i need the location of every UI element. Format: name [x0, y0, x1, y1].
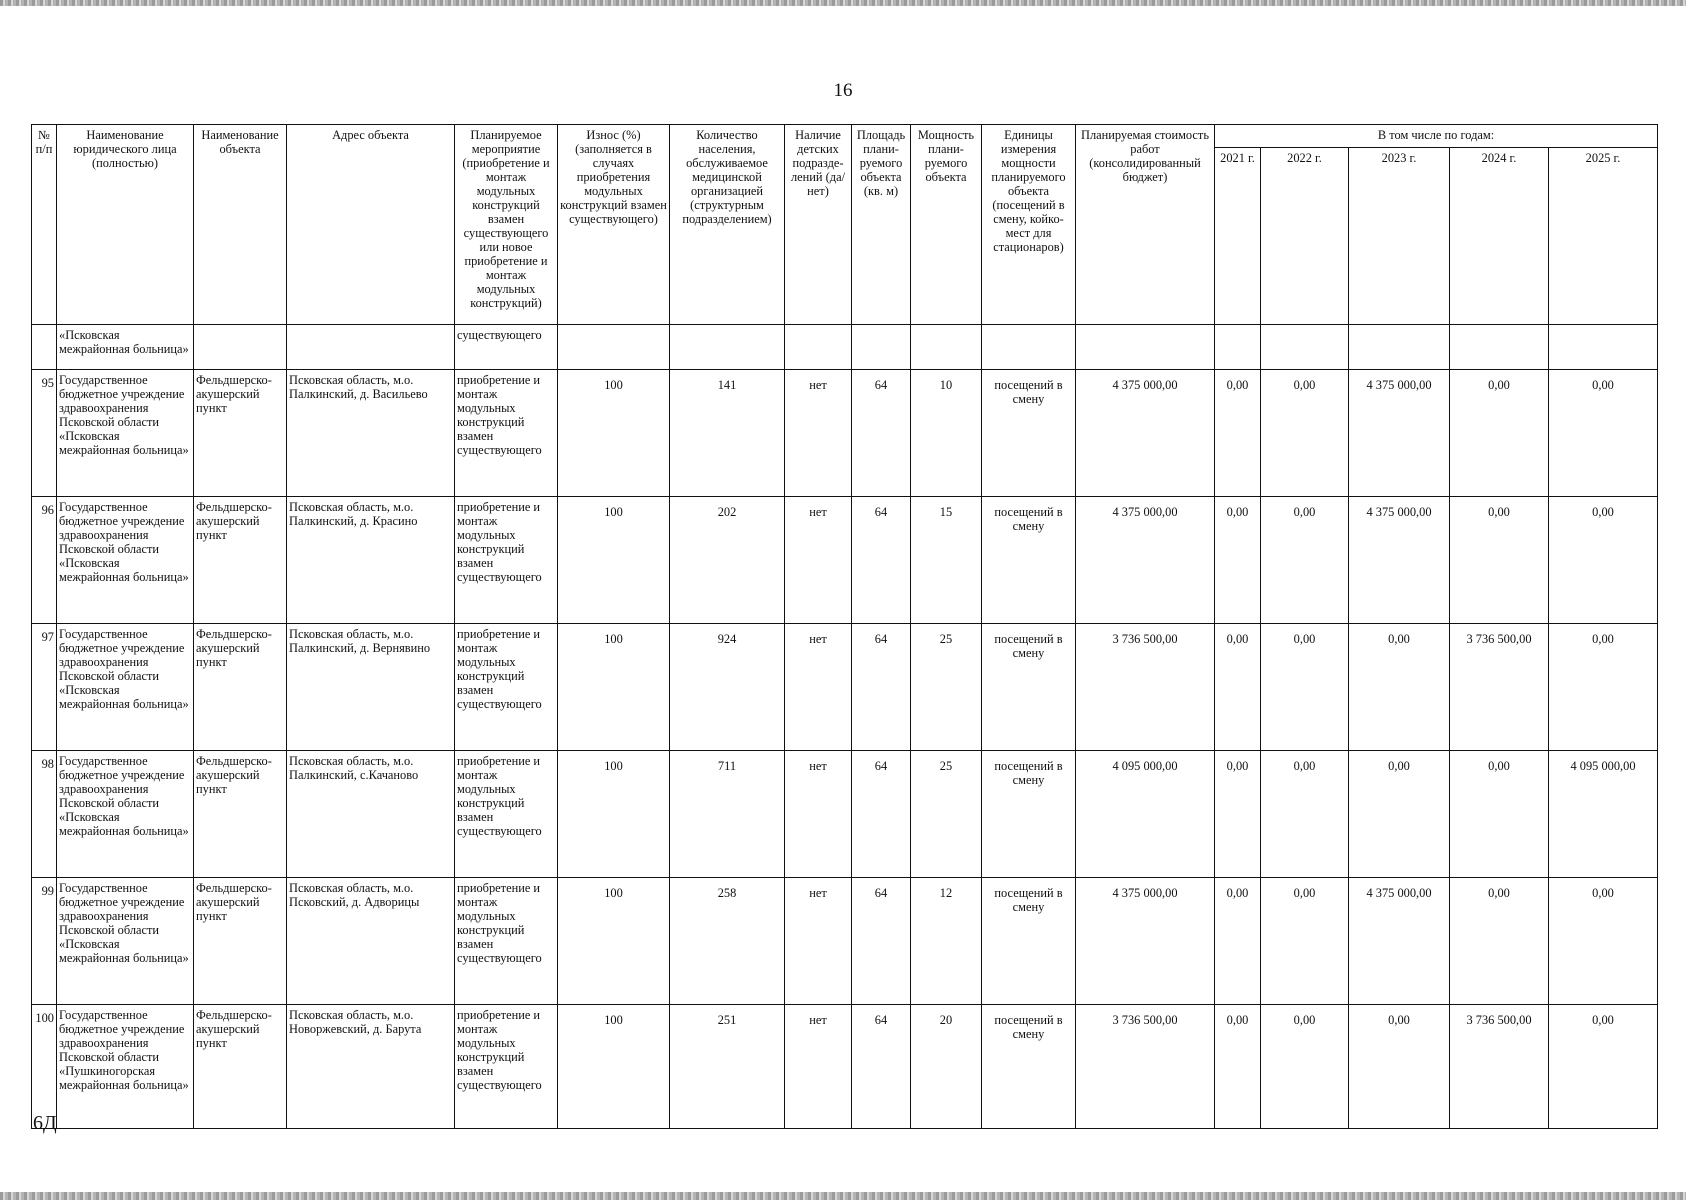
cell-children: нет	[785, 751, 852, 878]
cell-planned-action: приобретение и монтаж модульных конструкций взамен существующего	[455, 878, 558, 1005]
cell-capacity: 10	[911, 370, 982, 497]
table-row	[32, 878, 1658, 1005]
cell-2022: 0,00	[1261, 370, 1349, 497]
cell-object-name: Фельдшерско-акушерский пункт	[194, 878, 287, 1005]
cell-wear: 100	[558, 1005, 670, 1129]
scan-edge-bottom	[0, 1192, 1686, 1200]
cell-address: Псковская область, м.о. Палкинский, д. Васильево	[287, 370, 455, 497]
cell-population: 141	[670, 370, 785, 497]
header-wear: Износ (%) (заполняется в случаях приобретения модульных конструкций взамен существующего)	[558, 125, 670, 325]
cell-num: 98	[32, 751, 57, 878]
cell-2023: 4 375 000,00	[1349, 497, 1450, 624]
table-row	[32, 624, 1658, 751]
cell-2025: 0,00	[1549, 624, 1658, 751]
cell-units: посещений в смену	[982, 497, 1076, 624]
cell-2022: 0,00	[1261, 624, 1349, 751]
cell-capacity: 25	[911, 624, 982, 751]
header-year-2025: 2025 г.	[1549, 148, 1658, 325]
table-row	[32, 1005, 1658, 1129]
cell-object-name: Фельдшерско-акушерский пункт	[194, 370, 287, 497]
cell-object-name: Фельдшерско-акушерский пункт	[194, 624, 287, 751]
cell-2022: 0,00	[1261, 878, 1349, 1005]
header-object-name: Наименование объекта	[194, 125, 287, 325]
cell-legal-name: Государственное бюджетное учреждение здравоохранения Псковской области «Псковская межрайонная больница»	[57, 624, 194, 751]
cell-2021: 0,00	[1215, 1005, 1261, 1129]
header-population: Количество населения, обслуживаемое медицинской организацией (структурным подразделением)	[670, 125, 785, 325]
cell-cost: 4 375 000,00	[1076, 370, 1215, 497]
cell-2023: 4 375 000,00	[1349, 878, 1450, 1005]
cell-2024: 0,00	[1450, 370, 1549, 497]
cell-area: 64	[852, 878, 911, 1005]
cell-2025: 0,00	[1549, 370, 1658, 497]
cell-address: Псковская область, м.о. Палкинский, с.Качаново	[287, 751, 455, 878]
cell-address: Псковская область, м.о. Псковский, д. Адворицы	[287, 878, 455, 1005]
header-year-2022: 2022 г.	[1261, 148, 1349, 325]
cell-2023: 0,00	[1349, 1005, 1450, 1129]
header-year-2024: 2024 г.	[1450, 148, 1549, 325]
header-children: Наличие детских подразде-лений (да/нет)	[785, 125, 852, 325]
header-by-years: В том числе по годам:	[1215, 125, 1658, 148]
cell-area: 64	[852, 624, 911, 751]
cell-area: 64	[852, 370, 911, 497]
cell-2024: 3 736 500,00	[1450, 1005, 1549, 1129]
cell-2022: 0,00	[1261, 1005, 1349, 1129]
cell-cost: 3 736 500,00	[1076, 624, 1215, 751]
cell-legal-name: Государственное бюджетное учреждение здравоохранения Псковской области «Пушкиногорская межрайонная больница»	[57, 1005, 194, 1129]
cell-children: нет	[785, 1005, 852, 1129]
header-num: № п/п	[32, 125, 57, 325]
cell-object-name: Фельдшерско-акушерский пункт	[194, 497, 287, 624]
cell-wear: 100	[558, 624, 670, 751]
cell-cost: 4 375 000,00	[1076, 497, 1215, 624]
cell-2022: 0,00	[1261, 497, 1349, 624]
cell-legal-name: Государственное бюджетное учреждение здравоохранения Псковской области «Псковская межрайонная больница»	[57, 370, 194, 497]
cell-area: 64	[852, 497, 911, 624]
header-address: Адрес объекта	[287, 125, 455, 325]
header-units: Единицы измерения мощности планируемого объекта (посещений в смену, койко-мест для стационаров)	[982, 125, 1076, 325]
cell-wear: 100	[558, 497, 670, 624]
cell-cost: 3 736 500,00	[1076, 1005, 1215, 1129]
cell-2024: 3 736 500,00	[1450, 624, 1549, 751]
cell-num: 100	[32, 1005, 57, 1129]
cell-children: нет	[785, 624, 852, 751]
header-planned-action: Планируемое мероприятие (приобретение и монтаж модульных конструкций взамен существующего или новое приобретение и монтаж модульных конструкций)	[455, 125, 558, 325]
cell-planned-action: приобретение и монтаж модульных конструкций взамен существующего	[455, 624, 558, 751]
cell-2025: 0,00	[1549, 878, 1658, 1005]
cell-2021: 0,00	[1215, 370, 1261, 497]
cell-capacity: 12	[911, 878, 982, 1005]
cell-2023: 0,00	[1349, 751, 1450, 878]
cell-units: посещений в смену	[982, 878, 1076, 1005]
footer-code: 6Д	[33, 1112, 57, 1134]
cell-area: 64	[852, 1005, 911, 1129]
cell-2022: 0,00	[1261, 751, 1349, 878]
cell-legal-name: Государственное бюджетное учреждение здравоохранения Псковской области «Псковская межрайонная больница»	[57, 751, 194, 878]
cell-planned-action: приобретение и монтаж модульных конструкций взамен существующего	[455, 751, 558, 878]
cell-2021: 0,00	[1215, 624, 1261, 751]
cell-2021: 0,00	[1215, 751, 1261, 878]
cell-2025: 4 095 000,00	[1549, 751, 1658, 878]
cell-2023: 0,00	[1349, 624, 1450, 751]
cell-wear: 100	[558, 751, 670, 878]
cell-2025: 0,00	[1549, 1005, 1658, 1129]
cell-units: посещений в смену	[982, 1005, 1076, 1129]
header-row	[32, 125, 1658, 148]
cell-num: 97	[32, 624, 57, 751]
cell-capacity: 25	[911, 751, 982, 878]
cell-num: 95	[32, 370, 57, 497]
cell-population: 258	[670, 878, 785, 1005]
cell-wear: 100	[558, 878, 670, 1005]
cell-2021: 0,00	[1215, 878, 1261, 1005]
cell-planned-action: приобретение и монтаж модульных конструкций взамен существующего	[455, 1005, 558, 1129]
cell-population: 202	[670, 497, 785, 624]
cell-address: Псковская область, м.о. Палкинский, д. Красино	[287, 497, 455, 624]
cell-wear: 100	[558, 370, 670, 497]
page-number: 16	[833, 80, 853, 101]
cell-object-name: Фельдшерско-акушерский пункт	[194, 1005, 287, 1129]
cell-num: 96	[32, 497, 57, 624]
cell-children: нет	[785, 497, 852, 624]
cell-capacity: 15	[911, 497, 982, 624]
cell-units: посещений в смену	[982, 751, 1076, 878]
cell-children: нет	[785, 370, 852, 497]
cell-children: нет	[785, 878, 852, 1005]
cell-units: посещений в смену	[982, 624, 1076, 751]
cell-legal-name: «Псковская межрайонная больница»	[57, 325, 194, 370]
cell-planned-action: приобретение и монтаж модульных конструкций взамен существующего	[455, 497, 558, 624]
header-year-2023: 2023 г.	[1349, 148, 1450, 325]
table-row	[32, 751, 1658, 878]
header-capacity: Мощность плани-руемого объекта	[911, 125, 982, 325]
cell-2021: 0,00	[1215, 497, 1261, 624]
cell-population: 711	[670, 751, 785, 878]
budget-table	[31, 124, 1658, 1129]
header-legal-name: Наименование юридического лица (полностью)	[57, 125, 194, 325]
header-cost: Планируемая стоимость работ (консолидированный бюджет)	[1076, 125, 1215, 325]
cell-2024: 0,00	[1450, 751, 1549, 878]
cell-2025: 0,00	[1549, 497, 1658, 624]
cell-legal-name: Государственное бюджетное учреждение здравоохранения Псковской области «Псковская межрайонная больница»	[57, 497, 194, 624]
continuation-row	[32, 325, 1658, 370]
cell-2024: 0,00	[1450, 497, 1549, 624]
cell-population: 251	[670, 1005, 785, 1129]
table-row	[32, 370, 1658, 497]
cell-cost: 4 375 000,00	[1076, 878, 1215, 1005]
table-row	[32, 497, 1658, 624]
header-year-2021: 2021 г.	[1215, 148, 1261, 325]
header-area: Площадь плани-руемого объекта (кв. м)	[852, 125, 911, 325]
cell-legal-name: Государственное бюджетное учреждение здравоохранения Псковской области «Псковская межрайонная больница»	[57, 878, 194, 1005]
cell-address: Псковская область, м.о. Палкинский, д. Вернявино	[287, 624, 455, 751]
cell-address: Псковская область, м.о. Новоржевский, д. Барута	[287, 1005, 455, 1129]
cell-object-name: Фельдшерско-акушерский пункт	[194, 751, 287, 878]
scan-edge-top	[0, 0, 1686, 6]
cell-population: 924	[670, 624, 785, 751]
cell-units: посещений в смену	[982, 370, 1076, 497]
cell-area: 64	[852, 751, 911, 878]
cell-num: 99	[32, 878, 57, 1005]
cell-2024: 0,00	[1450, 878, 1549, 1005]
cell-capacity: 20	[911, 1005, 982, 1129]
cell-planned-action: существующего	[455, 325, 558, 370]
cell-cost: 4 095 000,00	[1076, 751, 1215, 878]
cell-planned-action: приобретение и монтаж модульных конструкций взамен существующего	[455, 370, 558, 497]
cell-2023: 4 375 000,00	[1349, 370, 1450, 497]
